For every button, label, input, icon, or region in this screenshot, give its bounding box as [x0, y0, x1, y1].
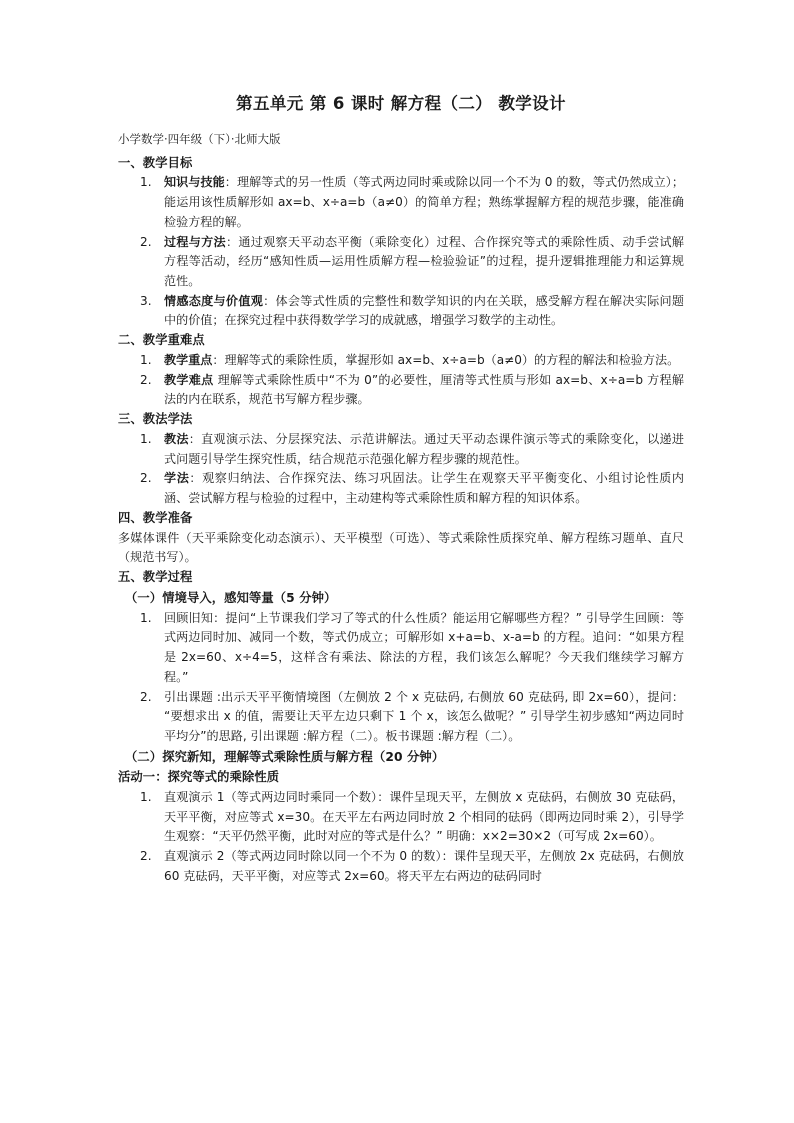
list-item-number: 1.	[140, 175, 152, 190]
activity-heading-one: 活动一：探究等式的乘除性质	[118, 770, 280, 785]
subsection-heading-part-one: （一）情境导入，感知等量（5 分钟）	[125, 591, 337, 606]
list-item	[118, 173, 684, 232]
list-item	[118, 609, 684, 688]
list-item-lead: 过程与方法	[164, 234, 226, 249]
list-item	[118, 469, 684, 508]
list-item-number: 1.	[140, 789, 152, 804]
list-item-body: ：通过观察天平动态平衡（乘除变化）过程、合作探究等式的乘除性质、动手尝试解方程等活动，经历“感知性质—运用性质解方程—检验验证”的过程，提升逻辑推理能力和运算规范性。	[164, 234, 684, 288]
list-item-body: 回顾旧知：提问“上节课我们学习了等式的什么性质？能运用它解哪些方程？” 引导学生回顾：等式两边同时加、减同一个数，等式仍成立；可解形如 x+a=b、x-a=b 的方程。追问：“如果方程是 2x=60、x÷4=5，这样含有乘法、除法的方程，我们该怎么解呢？今天我们继续学习解方程。”	[164, 610, 684, 684]
list-item-lead: 教学难点	[164, 372, 214, 387]
list-item-body: 理解等式乘除性质中“不为 0”的必要性，厘清等式性质与形如 ax=b、x÷a=b 方程解法的内在联系，规范书写解方程步骤。	[164, 372, 684, 407]
section-heading-key-points: 二、教学重难点	[118, 333, 205, 348]
preparation-text: 多媒体课件（天平乘除变化动态演示）、天平模型（可选）、等式乘除性质探究单、解方程练习题单、直尺（规范书写）。	[118, 530, 684, 565]
list-item	[118, 430, 684, 469]
list-item-number: 2.	[140, 372, 152, 387]
list-item-body: 引出课题 :出示天平平衡情境图（左侧放 2 个 x 克砝码, 右侧放 60 克砝码, 即 2x=60），提问：“要想求出 x 的值，需要让天平左边只剩下 1 个 x，该怎么做呢？” 引导学生初步感知“两边同时平均分”的思路, 引出课题 :解方程（二）。板书课题 :解方程（二）。	[164, 689, 684, 743]
objectives-list	[118, 173, 684, 331]
list-item-number: 1.	[140, 432, 152, 447]
list-item-body: ：理解等式的另一性质（等式两边同时乘或除以同一个不为 0 的数，等式仍然成立）；能运用该性质解形如 ax=b、x÷a=b（a≠0）的简单方程；熟练掌握解方程的规范步骤，能准确检验方程的解。	[164, 175, 684, 229]
list-item	[118, 371, 684, 410]
list-item-number: 2.	[140, 471, 152, 486]
list-item-number: 2.	[140, 689, 152, 704]
list-item-number: 2.	[140, 234, 152, 249]
methods-list	[118, 430, 684, 509]
section-heading-process: 五、教学过程	[118, 570, 193, 585]
list-item-body: ：观察归纳法、合作探究法、练习巩固法。让学生在观察天平平衡变化、小组讨论性质内涵、尝试解方程与检验的过程中，主动建构等式乘除性质和解方程的知识体系。	[164, 471, 684, 506]
list-item-body: ：直观演示法、分层探究法、示范讲解法。通过天平动态课件演示等式的乘除变化，以递进式问题引导学生探究性质，结合规范示范强化解方程步骤的规范性。	[164, 432, 684, 466]
list-item	[118, 688, 684, 747]
activity-one-list	[118, 788, 684, 887]
list-item-body: ：体会等式性质的完整性和数学知识的内在关联，感受解方程在解决实际问题中的价值；在探究过程中获得数学学习的成就感，增强学习数学的主动性。	[164, 293, 684, 328]
document-subtitle: 小学数学·四年级（下）·北师大版	[118, 131, 281, 146]
list-item	[118, 351, 684, 371]
list-item-lead: 教法	[164, 432, 189, 447]
list-item	[118, 847, 684, 886]
list-item-body: ：理解等式的乘除性质，掌握形如 ax=b、x÷a=b（a≠0）的方程的解法和检验方法。	[212, 353, 680, 367]
key-points-list	[118, 351, 684, 410]
list-item	[118, 233, 684, 292]
list-item-number: 1.	[140, 353, 152, 367]
section-heading-objectives: 一、教学目标	[118, 155, 193, 170]
list-item-number: 2.	[140, 849, 152, 864]
section-heading-methods: 三、教法学法	[118, 412, 193, 427]
list-item-body: 直观演示 2（等式两边同时除以同一个不为 0 的数）：课件呈现天平，左侧放 2x 克砝码，右侧放 60 克砝码，天平平衡，对应等式 2x=60。将天平左右两边的砝码同时	[164, 849, 684, 883]
page-title: 第五单元 第 6 课时 解方程（二） 教学设计	[236, 94, 566, 113]
list-item-body: 直观演示 1（等式两边同时乘同一个数）：课件呈现天平，左侧放 x 克砝码，右侧放 30 克砝码，天平平衡，对应等式 x=30。在天平左右两边同时放 2 个相同的砝码（即两边同时乘 2），引导学生观察：“天平仍然平衡，此时对应的等式是什么？” 明确：x×2=30×2（可写成 2x=60）。	[164, 789, 684, 844]
part-one-list	[118, 609, 684, 747]
list-item-lead: 学法	[164, 471, 190, 486]
list-item-number: 3.	[140, 293, 152, 308]
section-heading-preparation: 四、教学准备	[118, 510, 193, 525]
list-item-number: 1.	[140, 610, 152, 625]
subsection-heading-part-two: （二）探究新知，理解等式乘除性质与解方程（20 分钟）	[125, 749, 445, 764]
list-item	[118, 788, 684, 847]
list-item-lead: 情感态度与价值观	[164, 293, 264, 308]
list-item-lead: 教学重点	[164, 353, 213, 367]
list-item-lead: 知识与技能	[164, 175, 225, 190]
list-item	[118, 292, 684, 331]
